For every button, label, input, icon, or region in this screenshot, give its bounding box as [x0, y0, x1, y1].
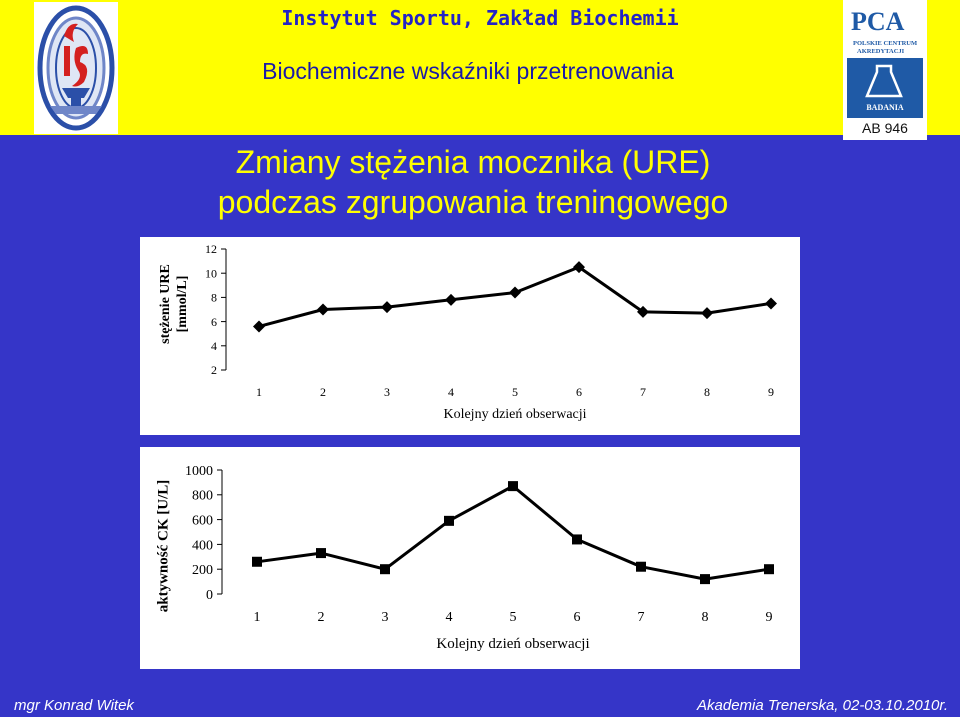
ure-y-axis-label [144, 242, 204, 366]
accreditation-number: AB 946 [862, 120, 908, 136]
ure-y-tick-label: 4 [211, 339, 217, 353]
ck-x-tick-label: 5 [509, 610, 517, 625]
ure-y-tick-label: 10 [205, 266, 217, 281]
ure-x-tick-label: 3 [384, 385, 390, 399]
ck-chart-panel [140, 447, 800, 669]
ck-x-tick-label: 1 [253, 610, 261, 625]
pca-line-1: POLSKIE CENTRUM [853, 40, 918, 47]
ure-chart-panel [140, 237, 800, 435]
institution-name: Instytut Sportu, Zakład Biochemii [281, 6, 679, 30]
pca-letters: PCA [851, 7, 905, 36]
ure-y-axis-label-line-1: stężenie URE [158, 264, 173, 344]
pca-line-2: AKREDYTACJI [857, 48, 905, 55]
ure-x-tick-label: 7 [640, 385, 646, 399]
ck-x-tick-label: 4 [445, 610, 453, 625]
footer-event: Akademia Trenerska, 02-03.10.2010r. [697, 697, 948, 714]
ure-x-tick-label: 8 [704, 385, 710, 399]
ck-x-tick-label: 7 [637, 610, 645, 625]
ure-x-tick-label: 4 [448, 385, 454, 399]
slide-title [0, 142, 946, 222]
footer-author: mgr Konrad Witek [14, 697, 134, 714]
ure-y-tick-label: 12 [205, 242, 217, 257]
ck-x-axis-label: Kolejny dzień obserwacji [436, 636, 590, 652]
ure-x-tick-label: 2 [320, 385, 326, 399]
ure-x-tick-label: 6 [576, 385, 582, 399]
ck-y-tick-label: 600 [192, 513, 213, 529]
ck-x-tick-label: 9 [765, 610, 773, 625]
ck-y-axis-label-text: aktywność CK [U/L] [155, 479, 172, 613]
ck-y-tick-label: 800 [192, 488, 213, 504]
ck-x-tick-label: 2 [317, 610, 325, 625]
ure-y-tick-label: 8 [211, 290, 217, 305]
ure-y-tick-label: 2 [211, 363, 217, 378]
pca-accreditation-logo [843, 0, 927, 140]
ure-y-tick-label: 6 [211, 314, 217, 329]
ck-y-tick-label: 400 [192, 538, 213, 554]
ure-x-tick-label: 9 [768, 385, 774, 399]
ck-x-tick-label: 6 [573, 610, 581, 625]
slide-title-line-2: podczas zgrupowania treningowego [217, 184, 729, 220]
ure-x-tick-label: 5 [512, 385, 518, 399]
ure-y-axis-label-line-2: [mmol/L] [175, 275, 190, 333]
slide-title-line-1: Zmiany stężenia mocznika (URE) [235, 144, 711, 180]
ck-x-tick-label: 3 [381, 610, 389, 625]
ck-y-tick-label: 1000 [185, 463, 213, 479]
presentation-subtitle: Biochemiczne wskaźniki przetrenowania [262, 58, 674, 84]
pca-badge-label: BADANIA [866, 103, 904, 112]
ck-y-tick-label: 0 [206, 587, 213, 603]
ure-x-tick-label: 1 [256, 385, 262, 399]
ck-x-tick-label: 8 [701, 610, 709, 625]
ck-y-axis-label [146, 476, 182, 616]
ure-x-axis-label: Kolejny dzień obserwacji [443, 407, 587, 422]
ck-y-tick-label: 200 [192, 563, 213, 579]
